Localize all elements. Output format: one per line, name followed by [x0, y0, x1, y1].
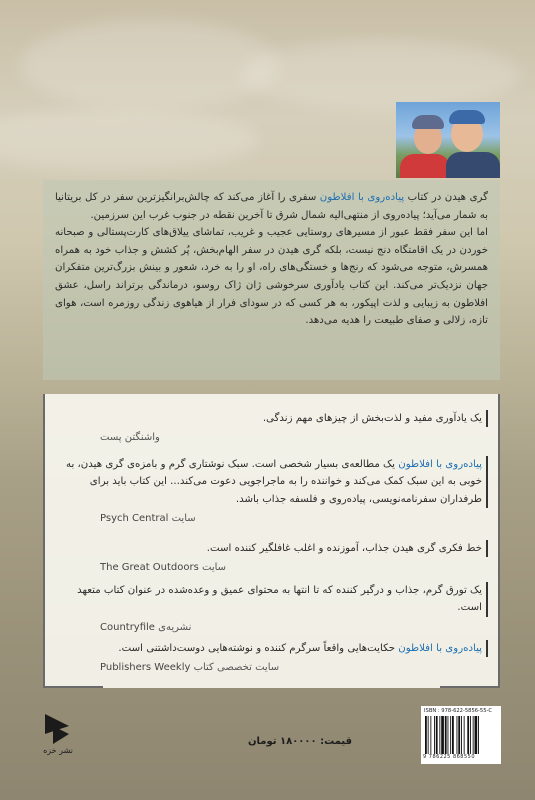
review-source: واشنگتن پست: [100, 432, 160, 444]
book-title: پیاده‌روی با افلاطون: [398, 643, 482, 654]
isbn-number: ISBN : 978-622-5856-55-C: [424, 708, 493, 714]
summary-paragraph-1: گری هیدن در کتاب پیاده‌روی با افلاطون سفری را آغاز می‌کند که چالش‌برانگیزترین سفر در کل بریتانیا به شمار می‌آید؛ پیاده‌روی از منتهی‌الیه شمال شرق تا آخرین نقطه در جنوب غرب این سرزمین.: [55, 192, 489, 221]
review-quote: خط فکری گری هیدن جذاب، آموزنده و اغلب غافلگیر کننده است.: [60, 540, 488, 557]
review-quote: یک یادآوری مفید و لذت‌بخش از چیزهای مهم زندگی.: [60, 410, 488, 427]
book-title: پیاده‌روی با افلاطون: [398, 459, 482, 470]
review-source: The Great Outdoors سایت: [100, 562, 227, 574]
review-source: Countryfile نشریه‌ی: [100, 621, 192, 633]
review-quote: یک تورق گرم، جذاب و درگیر کننده که تا انتها به محتوای عمیق و وعده‌شده در عنوان کتاب متعهد است.: [60, 582, 488, 617]
review-psych-central: [60, 456, 488, 528]
barcode-bars-icon: [425, 716, 497, 754]
review-source: Publishers Weekly سایت تخصصی کتاب: [100, 662, 280, 674]
review-source: Psych Central سایت: [100, 513, 196, 525]
price: قیمت: ۱۸۰۰۰۰ تومان: [248, 736, 353, 747]
summary-paragraph-2: اما این سفر فقط عبور از مسیرهای روستایی عجیب و غریب، تماشای ییلاق‌های کارت‌پستالی و صبحانه خوردن در یک اقامتگاه دنج نیست، بلکه گری هیدن در سفر الهام‌بخش، پُر کشش و جذاب خود به همراه همسرش، متوجه می‌شود که رنج‌ها و خستگی‌های راه، او را به خرد، شعور و بینش بزرگ‌ترین متفکران جهان نزدیک‌تر می‌کند. این کتاب یادآوری سرخوشی ژان ژاک روسو، درماندگی برتراند راسل، عشق افلاطون به زیبایی و لذت اپیکور، به هر کسی که در سودای فرار از هیاهوی زندگی روزمره است، هوای تازه، زلالی و صفای طبیعت را هدیه می‌دهد.: [55, 227, 488, 327]
book-title: پیاده‌روی با افلاطون: [319, 192, 405, 203]
review-countryfile: [60, 582, 488, 636]
review-great-outdoors: [60, 540, 488, 577]
barcode-digits: 9 786225 868550: [423, 754, 476, 760]
reviews-box: [43, 394, 500, 688]
background-cloud: [240, 40, 520, 110]
author-photo: [396, 102, 500, 178]
review-publishers-weekly: [60, 640, 488, 677]
publisher-name: نشر خزه: [43, 746, 73, 755]
background-cloud: [0, 110, 260, 170]
barcode: [421, 706, 501, 764]
review-washington-post: [60, 410, 488, 447]
background-cloud: [20, 20, 280, 110]
review-quote: پیاده‌روی با افلاطون حکایت‌هایی واقعاً سرگرم کننده و نوشته‌هایی دوست‌داشتنی است.: [60, 640, 488, 657]
book-summary: [43, 180, 500, 380]
review-quote: پیاده‌روی با افلاطون یک مطالعه‌ی بسیار شخصی است. سبک نوشتاری گرم و بامزه‌ی گری هیدن، به خوبی به این سبک کمک می‌کند و خواننده را به ماجراجویی دعوت می‌کند... این کتاب باید برای طرفداران سفرنامه‌نویسی، پیاده‌روی و فلسفه جذاب باشد.: [60, 456, 488, 508]
